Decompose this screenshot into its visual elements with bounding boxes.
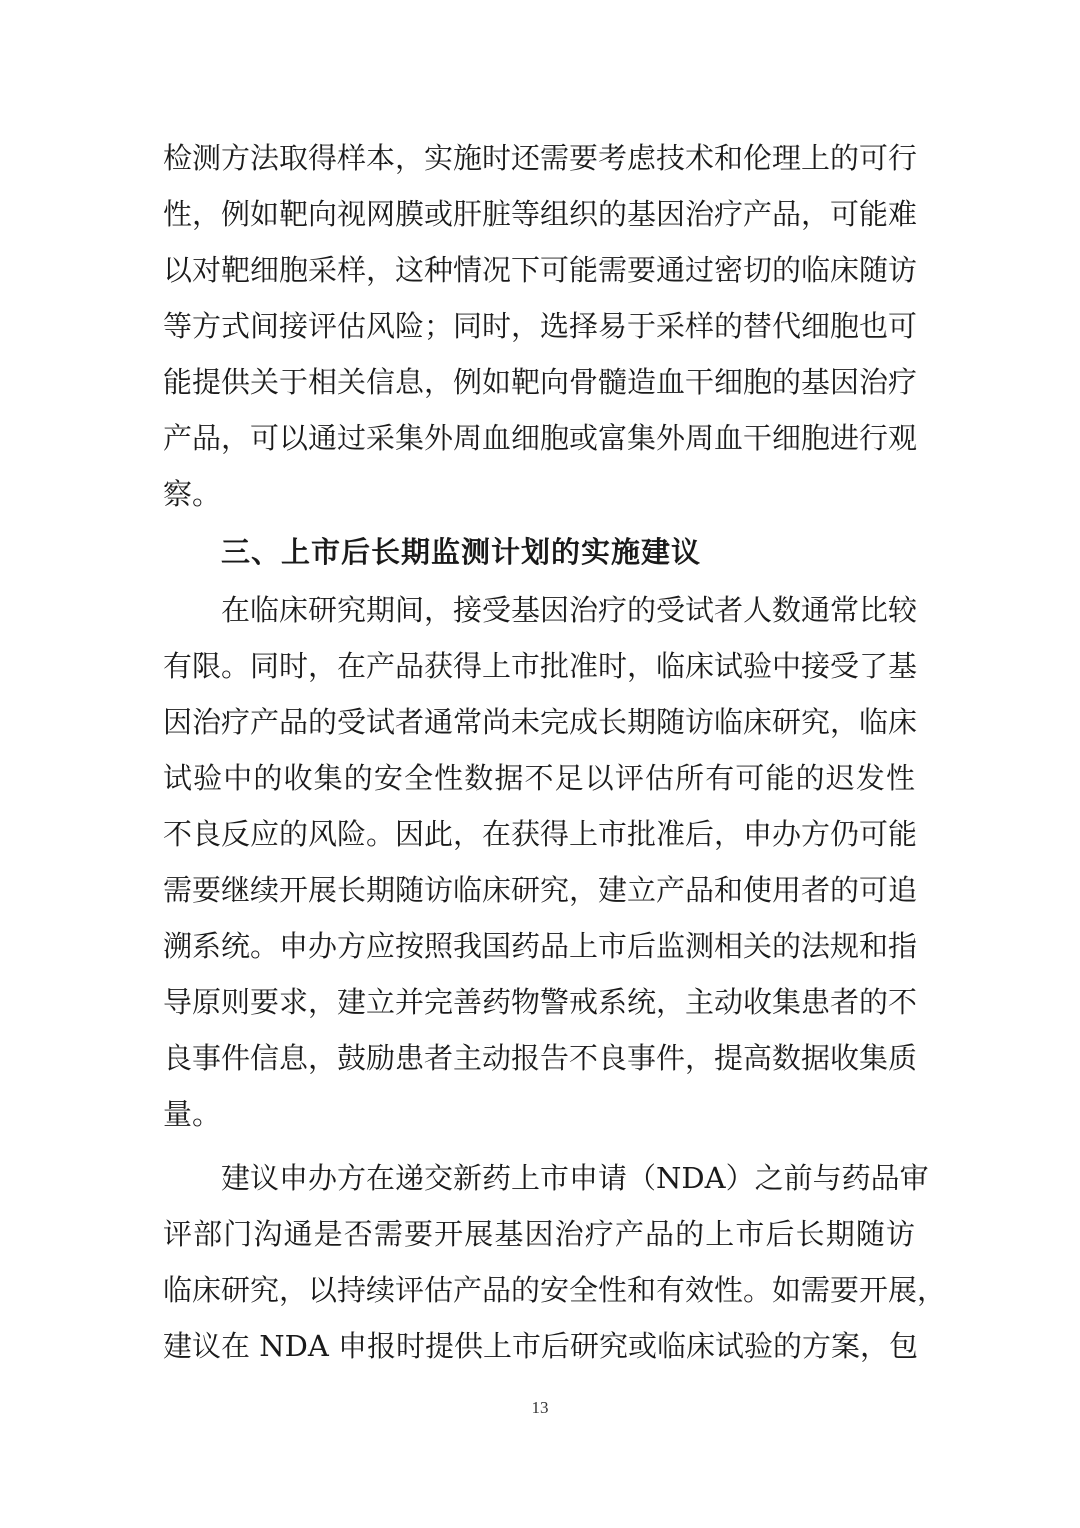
paragraph-2-line-3: 因治疗产品的受试者通常尚未完成长期随访临床研究，临床 [163,705,918,739]
section-heading: 三、上市后长期监测计划的实施建议 [221,535,702,569]
paragraph-3-line-1: 建议申办方在递交新药上市申请（NDA）之前与药品审 [221,1161,929,1195]
page-number: 13 [531,1398,549,1417]
paragraph-1-line-4: 等方式间接评估风险；同时，选择易于采样的替代细胞也可 [163,309,918,343]
paragraph-1-line-2: 性，例如靶向视网膜或肝脏等组织的基因治疗产品，可能难 [163,197,918,231]
paragraph-2-line-2: 有限。同时，在产品获得上市批准时，临床试验中接受了基 [163,649,918,683]
paragraph-2-line-9: 良事件信息，鼓励患者主动报告不良事件，提高数据收集质 [163,1041,918,1075]
paragraph-2-line-8: 导原则要求，建立并完善药物警戒系统，主动收集患者的不 [163,985,918,1019]
paragraph-2-line-4: 试验中的收集的安全性数据不足以评估所有可能的迟发性 [163,761,915,795]
paragraph-1-line-6: 产品，可以通过采集外周血细胞或富集外周血干细胞进行观 [163,421,918,455]
paragraph-3-line-3: 临床研究，以持续评估产品的安全性和有效性。如需要开展， [163,1273,947,1307]
paragraph-2-line-6: 需要继续开展长期随访临床研究，建立产品和使用者的可追 [163,873,918,907]
paragraph-1-line-3: 以对靶细胞采样，这种情况下可能需要通过密切的临床随访 [163,253,918,287]
paragraph-1-line-7: 察。 [163,477,222,511]
paragraph-2-line-1: 在临床研究期间，接受基因治疗的受试者人数通常比较 [221,593,918,627]
paragraph-3-line-4: 建议在 NDA 申报时提供上市后研究或临床试验的方案，包 [163,1329,919,1363]
paragraph-1-line-1: 检测方法取得样本，实施时还需要考虑技术和伦理上的可行 [163,141,918,175]
paragraph-2-line-5: 不良反应的风险。因此，在获得上市批准后，申办方仍可能 [163,817,918,851]
paragraph-2-line-7: 溯系统。申办方应按照我国药品上市后监测相关的法规和指 [163,929,918,963]
paragraph-2-line-10: 量。 [163,1097,222,1131]
paragraph-1-line-5: 能提供关于相关信息，例如靶向骨髓造血干细胞的基因治疗 [163,365,918,399]
paragraph-3-line-2: 评部门沟通是否需要开展基因治疗产品的上市后长期随访 [163,1217,915,1251]
